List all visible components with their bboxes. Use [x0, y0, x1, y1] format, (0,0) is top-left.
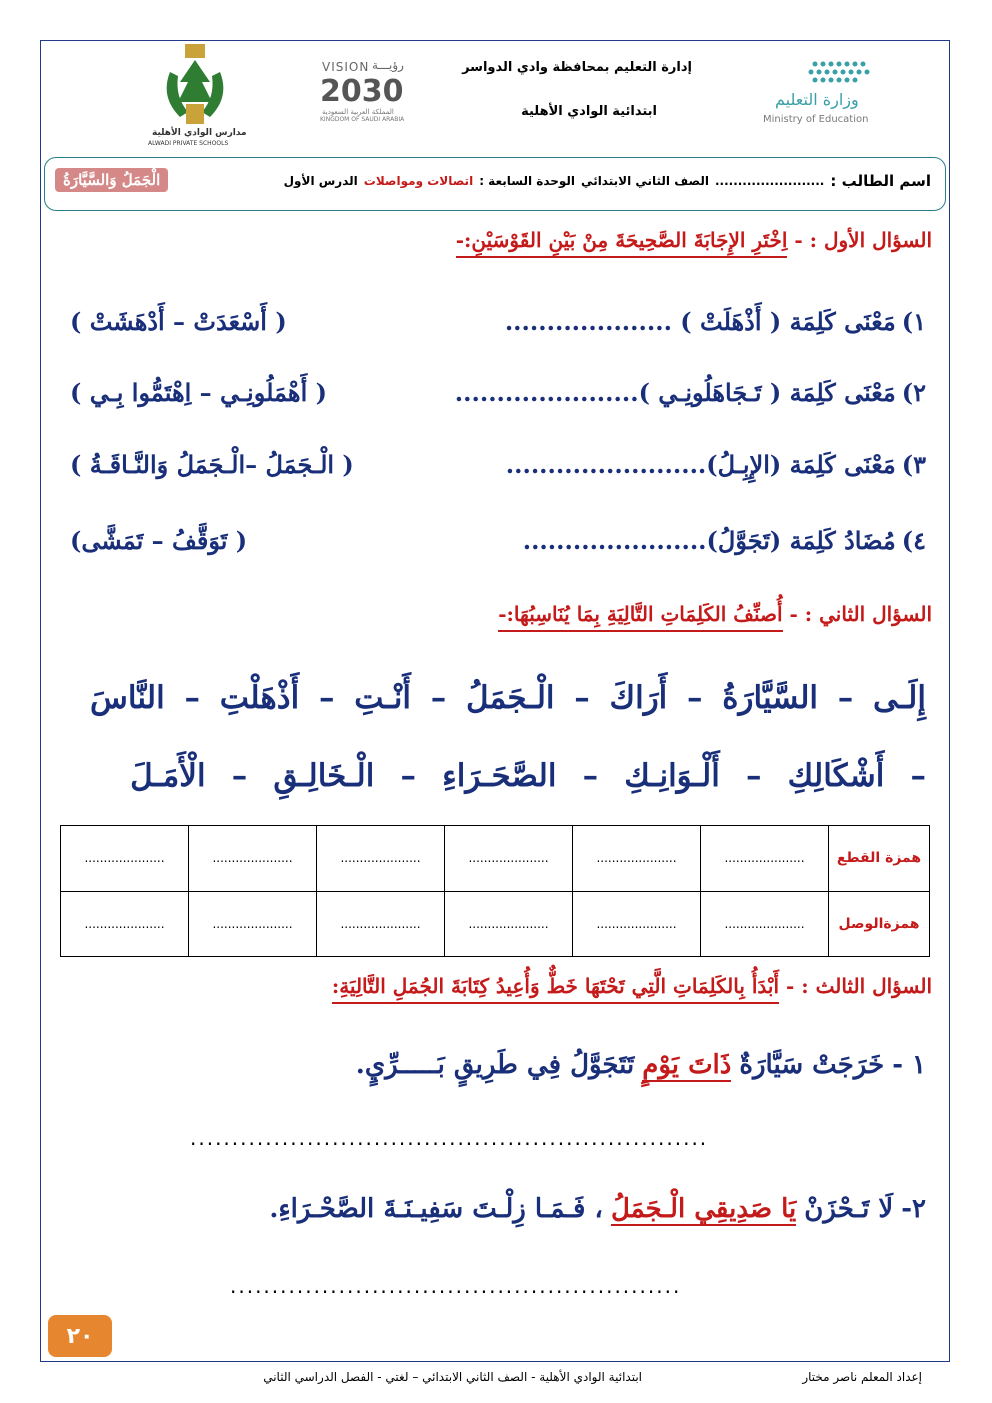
q1-item-question: مَعْنَى كَلِمَة ( تَـجَاهَلُونِـي )...................... [454, 378, 896, 407]
q1-item-question: مُضَادُ كَلِمَة (تَجَوَّلُ)...................... [522, 526, 896, 555]
unit-label: الوحدة السابعة : [479, 174, 576, 188]
school-logo [130, 42, 260, 152]
q2-words-line-1 [90, 680, 926, 716]
vision-2030-logo [310, 58, 420, 122]
footer-course: ابتدائية الوادي الأهلية - الصف الثاني الابتدائي – لغتي - الفصل الدراسي الثاني [263, 1370, 642, 1384]
ministry-name-en: Ministry of Education [763, 114, 869, 125]
q3-instruction: أَبْدَأُ بِالكَلِمَاتِ الَّتِي تَحْتَهَا خَطٌّ وَأُعِيدُ كِتَابَةَ الجُمَلِ التَّالِيَةِ: [332, 974, 779, 1004]
school-logo-en: ALWADI PRIVATE SCHOOLS [148, 140, 229, 147]
vision-word: VISION [322, 60, 370, 74]
q1-item [70, 307, 926, 336]
word: الْأَمَـلَ [130, 758, 206, 794]
separator: – [430, 680, 447, 716]
sentence-part: ، فَـمَـا زِلْـتَ سَفِيـنَـةَ الصَّحْـرَاءِ. [269, 1194, 603, 1224]
separator: – [184, 680, 200, 716]
q1-item-num: ٣) [901, 450, 926, 479]
q3-title [332, 974, 932, 998]
ministry-logo [745, 50, 885, 130]
page-number: ٢٠ [48, 1315, 112, 1357]
q1-item [70, 450, 926, 479]
answer-cell[interactable]: ..................... [573, 891, 701, 957]
separator: – [687, 680, 703, 716]
vision-sub-ar: المملكة العربية السعودية [322, 108, 394, 116]
unit-name: اتصالات ومواصلات [363, 174, 474, 188]
q1-item-question: مَعْنَى كَلِمَة ( أَذْهَلَتْ ) .................... [504, 307, 896, 336]
answer-line-1[interactable]: .............................................................. [190, 1126, 709, 1150]
word: أَلْـوَانِـكِ [624, 758, 720, 794]
student-info-box [44, 157, 946, 211]
word: الصَّحَـرَاءِ [442, 758, 557, 794]
q2-title [498, 602, 932, 626]
lesson-label: الدرس الأول [283, 174, 358, 188]
ministry-name-ar: وزارة التعليم [775, 90, 859, 109]
sentence-part: تَتَجَوَّلُ فِي طَرِيقٍ بَـــــرِّيٍ. [355, 1050, 635, 1080]
word: أَنْـتِ [354, 680, 411, 716]
q1-item-num: ١) [901, 307, 926, 336]
table-row [61, 891, 930, 957]
word: النَّاسَ [90, 680, 165, 716]
answer-cell[interactable]: ..................... [445, 826, 573, 892]
separator: – [400, 758, 416, 794]
separator: – [837, 680, 854, 716]
row-label: همزة القطع [829, 826, 930, 892]
word: السَّيَّارَةُ [722, 680, 819, 716]
q1-item-num: ٢) [901, 378, 926, 407]
separator: – [574, 680, 590, 716]
student-name-label: اسم الطالب : [830, 172, 931, 190]
answer-cell[interactable]: ..................... [573, 826, 701, 892]
q1-item-options: ( أَسْعَدَتْ – أَدْهَشَتْ ) [70, 307, 287, 336]
school-emblem-icon [130, 42, 260, 130]
q2-words-line-2 [130, 758, 926, 794]
answer-cell[interactable]: ..................... [445, 891, 573, 957]
q1-label: السؤال الأول : - [794, 228, 932, 252]
student-name-field[interactable]: ........................ [714, 174, 825, 188]
sentence-part: خَرَجَتْ سَيَّارَةٌ [739, 1050, 885, 1080]
q2-instruction: أُصنِّفُ الكَلِمَاتِ التَّالِيَةِ بِمَا يُنَاسِبُهَا:- [498, 602, 782, 632]
q3-sentence-2 [269, 1194, 926, 1226]
answer-cell[interactable]: ..................... [189, 891, 317, 957]
answer-cell[interactable]: ..................... [317, 891, 445, 957]
vision-year: 2030 [320, 74, 404, 109]
classification-table [60, 825, 930, 957]
school-line: ابتدائية الوادي الأهلية [521, 104, 657, 119]
word: أَرَاكَ [609, 680, 668, 716]
separator: – [745, 758, 762, 794]
q1-title [456, 228, 932, 252]
school-logo-ar: مدارس الوادي الأهلية [152, 128, 247, 138]
word: أَذْهَلْتِ [219, 680, 300, 716]
separator: – [231, 758, 248, 794]
word: الْـخَالِـقِ [273, 758, 375, 794]
q1-instruction: اِخْتَرِ الإِجَابَةَ الصَّحِيحَةَ مِنْ بَيْنِ القَوْسَيْنِ:- [456, 228, 788, 258]
q1-item-num: ٤) [901, 526, 926, 555]
underlined-phrase: ذَاتَ يَوْمٍ [642, 1050, 732, 1080]
answer-cell[interactable]: ..................... [189, 826, 317, 892]
table-row [61, 826, 930, 892]
answer-cell[interactable]: ..................... [317, 826, 445, 892]
row-label: همزةالوصل [829, 891, 930, 957]
q1-item-question: مَعْنَى كَلِمَة (الإِبِـلُ)........................ [505, 450, 896, 479]
answer-cell[interactable]: ..................... [61, 826, 189, 892]
q1-item [70, 378, 926, 407]
underlined-phrase: يَا صَدِيقِي الْـجَمَلُ [610, 1194, 797, 1224]
answer-cell[interactable]: ..................... [61, 891, 189, 957]
separator: – [318, 680, 335, 716]
q1-item-options: ( الْـجَمَلُ –الْـجَمَلُ وَالنَّـاقَـةُ ) [70, 450, 354, 479]
answer-line-2[interactable]: ...................................................... [230, 1274, 682, 1298]
answer-cell[interactable]: ..................... [701, 826, 829, 892]
sentence-num: ٢- [901, 1194, 926, 1224]
grade-label: الصف الثاني الابتدائي [581, 174, 709, 188]
word: أَشْكَالِكِ [787, 758, 885, 794]
q1-item [70, 526, 926, 555]
q2-label: السؤال الثاني : - [789, 602, 932, 626]
answer-cell[interactable]: ..................... [701, 891, 829, 957]
vision-sub-en: KINGDOM OF SAUDI ARABIA [320, 116, 405, 123]
sentence-num: ١ - [892, 1050, 926, 1080]
info-row [284, 172, 931, 190]
q3-sentence-1 [356, 1050, 926, 1082]
sentence-part: لَا تَـحْزَنْ [804, 1194, 894, 1224]
q1-item-options: ( تَوَقَّفُ – تَمَشَّى) [70, 526, 248, 555]
word: الْـجَمَلُ [465, 680, 555, 716]
q1-item-options: ( أَهْمَلُونِـي – اِهْتَمُّوا بِـي ) [70, 378, 327, 407]
vision-ar: رؤيـــة [372, 58, 404, 72]
footer-teacher: إعداد المعلم ناصر مختار [802, 1370, 922, 1384]
q3-label: السؤال الثالث : - [786, 974, 932, 998]
word: إِلَـى [873, 680, 926, 716]
separator: – [582, 758, 599, 794]
lesson-title-badge: الْجَمَلُ وَالسَّيَّارَةُ [55, 168, 168, 192]
admin-line: إدارة التعليم بمحافظة وادي الدواسر [462, 60, 692, 75]
separator: – [910, 758, 926, 794]
